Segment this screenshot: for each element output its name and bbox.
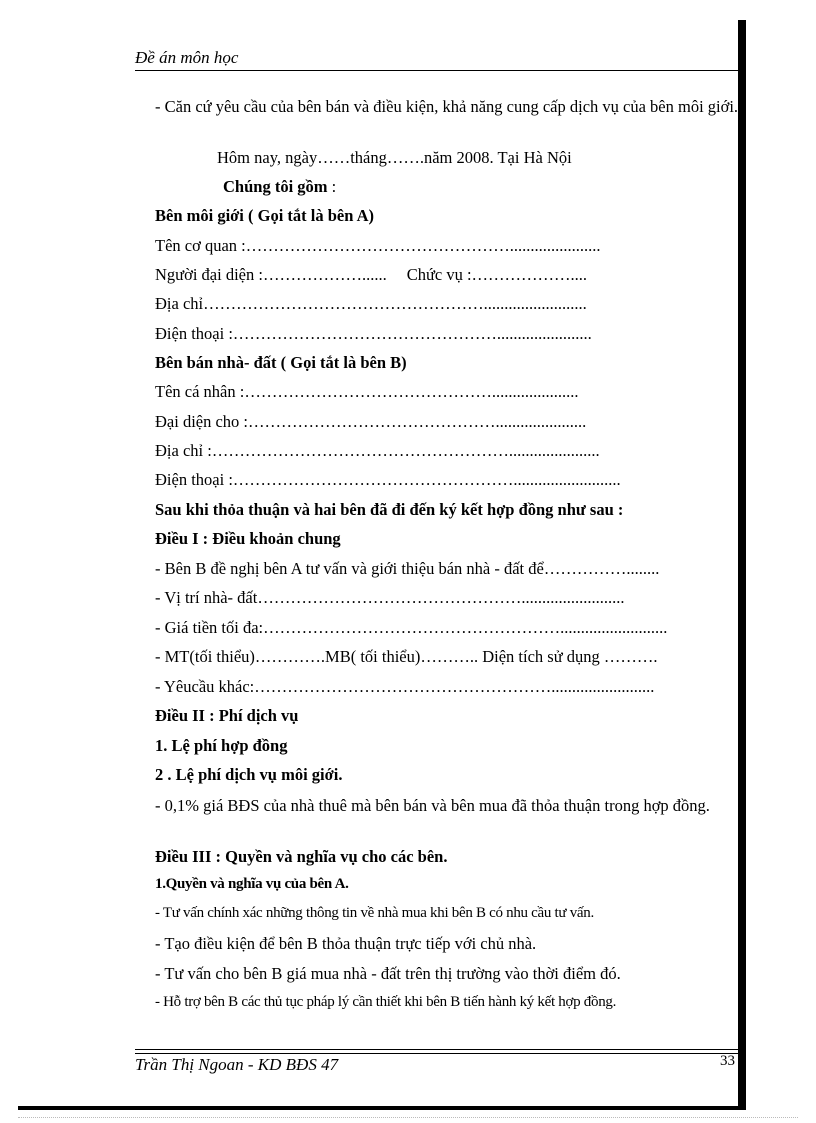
we-include-colon: : (327, 177, 337, 196)
article-1-item: - Bên B đề nghị bên A tư vấn và giới thiệu bán nhà - đất để……………........ (155, 559, 660, 578)
party-a-address: Địa chỉ……………………………………………......................... (155, 294, 587, 313)
footer-author: Trần Thị Ngoan - KD BĐS 47 (135, 1055, 339, 1074)
page-number: 33 (720, 1053, 735, 1069)
article-3-heading: Điều III : Quyền và nghĩa vụ cho các bên. (155, 847, 448, 866)
article-3-item: - Tư vấn chính xác những thông tin về nhà mua khi bên B có nhu cầu tư vấn. (155, 905, 594, 921)
party-b-name: Tên cá nhân :………………………………………..................... (155, 382, 579, 401)
article-1-item: - Vị trí nhà- đất…………………………………………......................... (155, 588, 625, 607)
agreement-line: Sau khi thỏa thuận và hai bên đã đi đến ký kết hợp đồng như sau : (155, 500, 624, 519)
article-1-item: - MT(tối thiểu)………….MB( tối thiểu)……….. Diện tích sử dụng ………. (155, 647, 658, 666)
page-edge (18, 1117, 798, 1118)
article-3-item: - Hỗ trợ bên B các thủ tục pháp lý cần thiết khi bên B tiến hành ký kết hợp đồng. (155, 994, 617, 1010)
party-a-representative (155, 265, 587, 285)
page-shadow-right (738, 20, 746, 1110)
article-2-sub-1: 1. Lệ phí hợp đồng (155, 736, 288, 755)
article-3-sub-1: 1.Quyền và nghĩa vụ của bên A. (155, 876, 349, 892)
article-1-heading: Điều I : Điều khoản chung (155, 529, 341, 548)
date-line: Hôm nay, ngày……tháng…….năm 2008. Tại Hà Nội (217, 148, 572, 167)
intro-paragraph: - Căn cứ yêu cầu của bên bán và điều kiện, khả năng cung cấp dịch vụ của bên môi giới. (155, 97, 739, 116)
article-1-item: - Yêucầu khác:………………………………………………......................... (155, 677, 655, 696)
article-3-item: - Tư vấn cho bên B giá mua nhà - đất trên thị trường vào thời điểm đó. (155, 964, 621, 983)
header-title: Đề án môn học (135, 48, 239, 67)
footer-rule (135, 1049, 741, 1050)
we-include-line (223, 177, 336, 197)
party-a-heading: Bên môi giới ( Gọi tắt là bên A) (155, 206, 375, 225)
fee-paragraph: - 0,1% giá BĐS của nhà thuê mà bên bán và bên mua đã thỏa thuận trong hợp đồng. (155, 796, 710, 815)
party-a-phone: Điện thoại :…………………………………………....................... (155, 324, 592, 343)
we-include-label: Chúng tôi gồm (223, 177, 328, 196)
party-b-heading: Bên bán nhà- đất ( Gọi tắt là bên B) (155, 353, 407, 372)
party-b-represent-for: Đại diện cho :………………………………………...................... (155, 412, 587, 431)
party-a-representative-field: Người đại diện :………………...... (155, 265, 387, 284)
header-rule (135, 70, 741, 71)
article-2-sub-2: 2 . Lệ phí dịch vụ môi giới. (155, 765, 343, 784)
party-a-position-field: Chức vụ :……………….... (406, 265, 588, 284)
article-2-heading: Điều II : Phí dịch vụ (155, 706, 299, 725)
party-a-agency: Tên cơ quan :…………………………………………...................... (155, 236, 601, 255)
page-shadow-bottom (18, 1106, 746, 1110)
article-3-item: - Tạo điều kiện để bên B thỏa thuận trực tiếp với chủ nhà. (155, 934, 537, 953)
article-1-item: - Giá tiền tối đa:……………………………………………….......................... (155, 618, 668, 637)
footer-rule (135, 1053, 741, 1054)
party-b-phone: Điện thoại :…………………………………………….......................... (155, 470, 621, 489)
party-b-address: Địa chỉ :………………………………………………...................... (155, 441, 600, 460)
